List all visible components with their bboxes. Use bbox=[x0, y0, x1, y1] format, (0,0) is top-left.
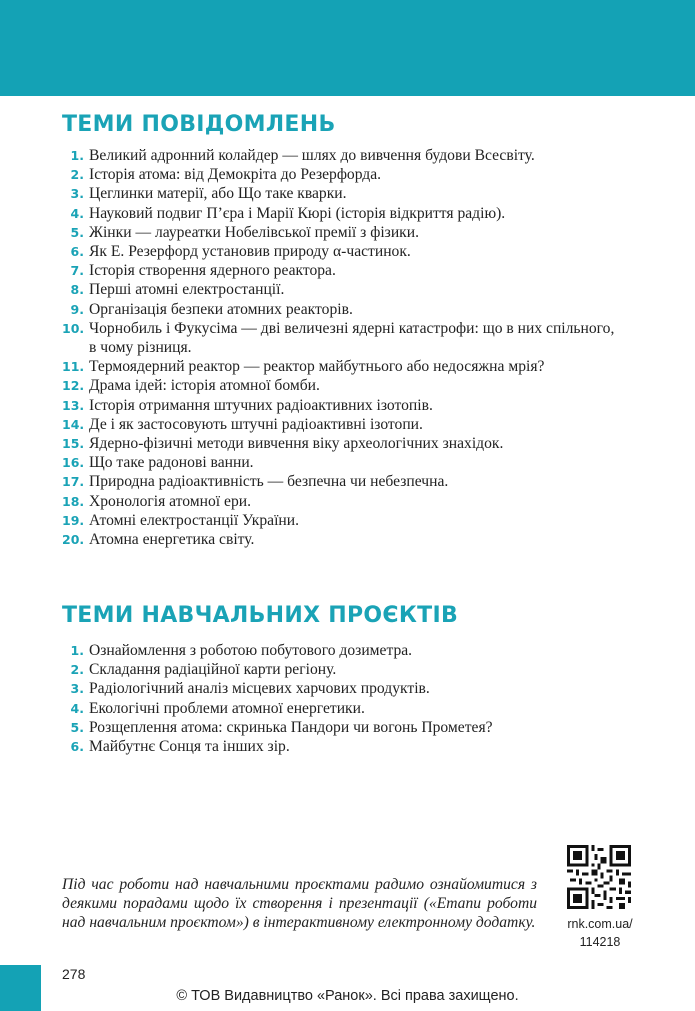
item-text: Перші атомні електростанції. bbox=[89, 281, 285, 299]
list-item bbox=[62, 146, 622, 165]
item-text: Хронологія атомної ери. bbox=[89, 492, 251, 510]
item-text: Складання радіаційної карти регіону. bbox=[89, 661, 337, 679]
item-text: Історія атома: від Демокріта до Резерфорда. bbox=[89, 166, 382, 184]
item-text: Цеглинки матерії, або Що таке кварки. bbox=[89, 185, 347, 203]
item-text: Що таке радонові ванни. bbox=[89, 454, 254, 472]
item-text: Жінки — лауреатки Нобелівської премії з фізики. bbox=[89, 223, 419, 241]
list-item bbox=[62, 641, 622, 660]
list-item bbox=[62, 453, 622, 472]
item-text: Організація безпеки атомних реакторів. bbox=[89, 300, 353, 318]
item-number: 16. bbox=[62, 455, 85, 471]
item-text: Ядерно-фізичні методи вивчення віку археологічних знахідок. bbox=[89, 435, 504, 453]
item-number: 19. bbox=[62, 512, 85, 528]
section-heading-reports: ТЕМИ ПОВІДОМЛЕНЬ bbox=[62, 112, 336, 137]
item-text: Ознайомлення з роботою побутового дозиметра. bbox=[89, 642, 413, 659]
item-text: Екологічні проблеми атомної енергетики. bbox=[89, 699, 365, 717]
item-number: 5. bbox=[70, 224, 84, 240]
item-number: 14. bbox=[62, 416, 85, 432]
item-text: Де і як застосовують штучні радіоактивні ізотопи. bbox=[89, 415, 423, 433]
item-number: 7. bbox=[70, 263, 84, 279]
list-item bbox=[62, 376, 622, 395]
item-text: Термоядерний реактор — реактор майбутнього або недосяжна мрія? bbox=[89, 358, 545, 376]
item-number: 3. bbox=[70, 186, 84, 202]
item-text: Розщеплення атома: скринька Пандори чи вогонь Прометея? bbox=[89, 718, 493, 736]
item-text: Радіологічний аналіз місцевих харчових продуктів. bbox=[89, 680, 430, 698]
list-item bbox=[62, 204, 622, 223]
list-item bbox=[62, 511, 622, 530]
list-item bbox=[62, 737, 622, 756]
item-number: 20. bbox=[62, 532, 85, 548]
item-number: 13. bbox=[62, 397, 85, 413]
header-band bbox=[0, 0, 695, 96]
list-item bbox=[62, 396, 622, 415]
item-text: Драма ідей: історія атомної бомби. bbox=[89, 377, 320, 395]
item-number: 9. bbox=[70, 301, 84, 317]
item-number: 15. bbox=[62, 436, 85, 452]
qr-caption[interactable] bbox=[556, 915, 644, 951]
list-item bbox=[62, 660, 622, 679]
copyright-notice: © ТОВ Видавництво «Ранок». Всі права захищено. bbox=[176, 988, 519, 1004]
item-number: 1. bbox=[70, 643, 84, 658]
page-number: 278 bbox=[62, 966, 86, 982]
item-number: 11. bbox=[62, 359, 85, 375]
reports-topics-list bbox=[62, 146, 622, 549]
list-item bbox=[62, 300, 622, 319]
qr-code-icon[interactable] bbox=[567, 845, 631, 909]
list-item bbox=[62, 718, 622, 737]
list-item bbox=[62, 530, 622, 549]
list-item bbox=[62, 472, 622, 491]
item-number: 2. bbox=[70, 167, 84, 183]
qr-code-number: 114218 bbox=[579, 935, 621, 949]
item-number: 12. bbox=[62, 378, 85, 394]
qr-link-text[interactable]: rnk.com.ua/ bbox=[567, 917, 633, 931]
item-number: 6. bbox=[70, 739, 84, 755]
list-item bbox=[62, 679, 622, 698]
item-text: Історія отримання штучних радіоактивних ізотопів. bbox=[89, 396, 433, 414]
item-number: 8. bbox=[70, 282, 84, 298]
item-number: 4. bbox=[70, 700, 84, 716]
item-text: Атомна енергетика світу. bbox=[89, 531, 255, 549]
item-number: 4. bbox=[70, 205, 84, 221]
item-number: 6. bbox=[70, 244, 84, 260]
list-item bbox=[62, 434, 622, 453]
list-item bbox=[62, 319, 622, 357]
item-number: 2. bbox=[70, 662, 84, 678]
item-number: 10. bbox=[62, 320, 85, 336]
list-item bbox=[62, 357, 622, 376]
list-item bbox=[62, 223, 622, 242]
item-text: Історія створення ядерного реактора. bbox=[89, 262, 336, 280]
item-number: 1. bbox=[70, 148, 84, 163]
list-item bbox=[62, 280, 622, 299]
list-item bbox=[62, 184, 622, 203]
item-text: Як Е. Резерфорд установив природу α-частинок. bbox=[89, 243, 411, 261]
list-item bbox=[62, 261, 622, 280]
item-text: Чорнобиль і Фукусіма — дві величезні ядерні катастрофи: що в них спільного, в чому різниця. bbox=[89, 319, 615, 357]
list-item bbox=[62, 699, 622, 718]
section-heading-projects: ТЕМИ НАВЧАЛЬНИХ ПРОЄКТІВ bbox=[62, 603, 459, 628]
item-text: Природна радіоактивність — безпечна чи небезпечна. bbox=[89, 473, 449, 491]
item-number: 17. bbox=[62, 474, 85, 490]
item-text: Науковий подвиг П’єра і Марії Кюрі (історія відкриття радію). bbox=[89, 204, 506, 222]
item-number: 5. bbox=[70, 719, 84, 735]
projects-note: Під час роботи над навчальними проєктами радимо ознайомитися з деякими порадами щодо їх створення і презентації («Етапи роботи над навчальним проєктом») в інтерактивному електронному додатку. bbox=[62, 876, 537, 931]
item-number: 3. bbox=[70, 681, 84, 697]
item-text: Майбутнє Сонця та інших зір. bbox=[89, 738, 290, 756]
list-item bbox=[62, 165, 622, 184]
list-item bbox=[62, 242, 622, 261]
list-item bbox=[62, 492, 622, 511]
projects-topics-list bbox=[62, 641, 622, 756]
item-text: Атомні електростанції України. bbox=[89, 511, 300, 529]
list-item bbox=[62, 415, 622, 434]
item-number: 18. bbox=[62, 493, 85, 509]
item-text: Великий адронний колайдер — шлях до вивчення будови Всесвіту. bbox=[89, 147, 535, 164]
